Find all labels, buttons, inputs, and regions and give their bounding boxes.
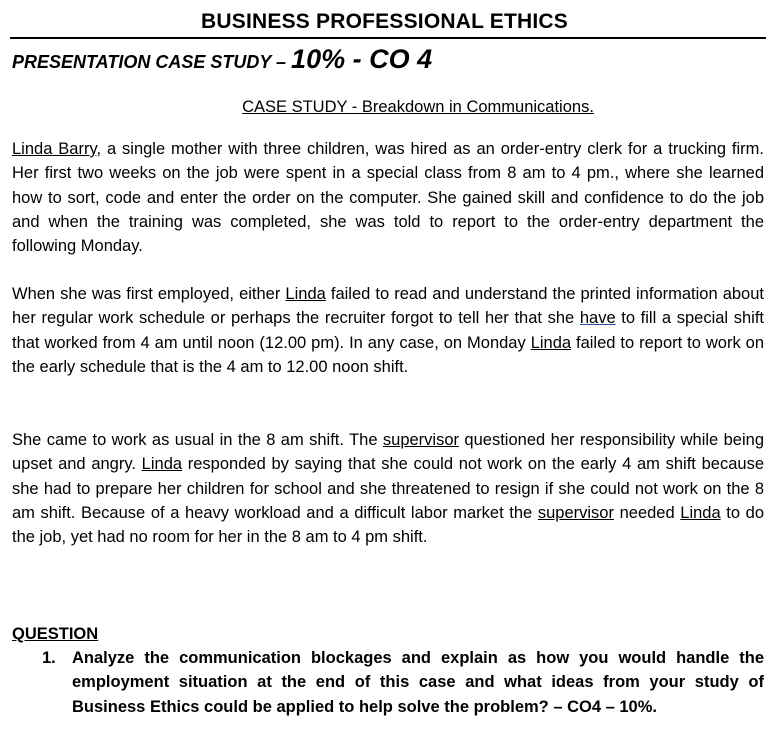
paragraph-3 [12, 428, 764, 549]
subtitle [12, 44, 432, 75]
question-number: 1. [42, 649, 56, 667]
paragraph-2-text-d: failed to report to work on the early schedule that is the 4 am to 12.00 noon shift. [12, 333, 765, 376]
case-study-heading: CASE STUDY - Breakdown in Communications. [242, 98, 594, 116]
paragraph-3-text-e: to do the job, yet had no room for her in the 8 am to 4 pm shift. [12, 503, 764, 547]
question-text: Analyze the communication blockages and explain as how you would handle the employment situation at the end of this case and what ideas from your study of Business Ethics could be applied to help solve the problem? – CO4 – 10%. [72, 649, 764, 716]
word-supervisor: supervisor [537, 503, 614, 522]
name-linda: Linda [530, 333, 572, 352]
name-linda: Linda [680, 503, 721, 522]
name-linda-barry: Linda Barry [12, 140, 97, 158]
paragraph-2 [12, 282, 764, 379]
paragraph-2-text-b: failed to read and understand the printed information about her regular work schedule or perhaps the recruiter forgot to tell her that she [12, 285, 764, 328]
question-heading: QUESTION [12, 625, 99, 643]
subtitle-weight: 10% - CO 4 [291, 44, 433, 74]
word-supervisor: supervisor [382, 431, 460, 449]
title-divider [10, 37, 766, 39]
paragraph-3-text-c: responded by saying that she could not work on the early 4 am shift because she had to prepare her children for school and she threatened to resign if she could not work on the 8 am shift. Because of a heavy workload and a difficult labor market the [12, 455, 764, 522]
paragraph-3-text-b: questioned her responsibility while being upset and angry. [12, 431, 764, 474]
subtitle-prefix: PRESENTATION CASE STUDY – [12, 52, 292, 72]
name-linda: Linda [285, 285, 326, 303]
paragraph-3-text-d: needed [613, 503, 681, 522]
word-have: have [579, 309, 616, 328]
name-linda: Linda [141, 455, 183, 474]
paragraph-3-text-a: She came to work as usual in the 8 am shift. The [12, 431, 383, 449]
paragraph-1-text: , a single mother with three children, was hired as an order-entry clerk for a trucking firm. Her first two weeks on the job were spent in a special class from 8 am to 4 pm., where she learned how to sort, code and enter the order on the computer. She gained skill and confidence to do the job and when the training was completed, she was told to report to the order-entry department the following Monday. [12, 140, 764, 256]
paragraph-2-text-c: to fill a special shift that worked from 4 am until noon (12.00 pm). In any case, on Monday [12, 309, 764, 352]
paragraph-2-text-a: When she was first employed, either [12, 285, 286, 303]
document-title: BUSINESS PROFESSIONAL ETHICS [201, 10, 568, 33]
paragraph-1 [12, 137, 764, 258]
